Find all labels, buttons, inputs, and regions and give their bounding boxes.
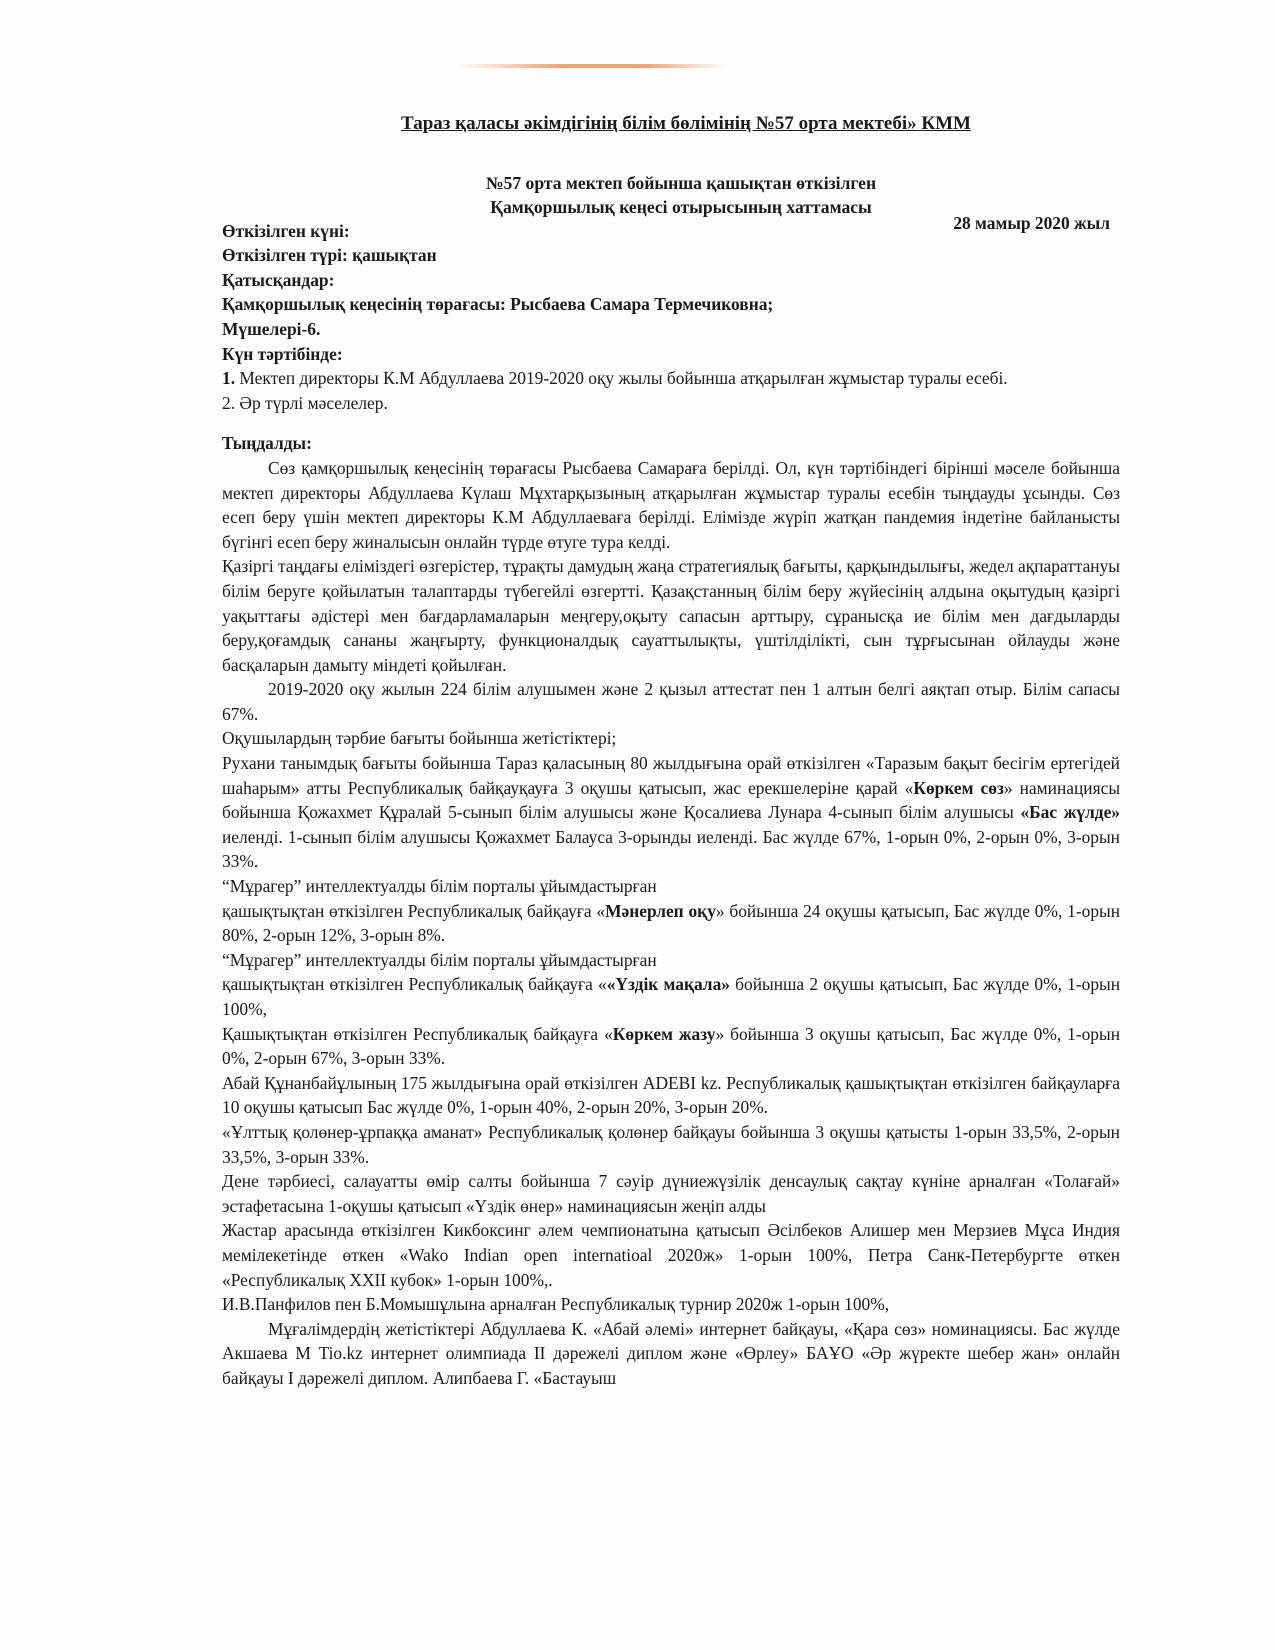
paragraph-1: Сөз қамқоршылық кеңесінің төрағасы Рысбаева Самараға берілді. Ол, күн тәртібіндегі бірінші мәселе бойынша мектеп директоры Абдуллаева Күлаш Мұхтарқызының атқарылған жұмыстар туралы есебін тыңдауды ұсынды. Сөз есеп беру үшін мектеп директоры К.М Абдуллаеваға берілді. Елімізде жүріп жатқан пандемия індетіне байланысты бүгінгі есеп беру жиналысын онлайн түрде өтуге тура келді. — [222, 457, 1120, 552]
paragraph-5 — [222, 751, 1120, 874]
chair-line: Қамқоршылық кеңесінің төрағасы: Рысбаева Самара Термечиковна; — [222, 294, 774, 315]
paragraph-9-part-a: қашықтықтан өткізілген Республикалық байқауға « — [222, 974, 607, 995]
paragraph-3: 2019-2020 оқу жылын 224 білім алушымен және 2 қызыл аттестат пен 1 алтын белгі аяқтап отыр. Білім сапасы 67%. — [222, 679, 1120, 724]
paragraph-13: Дене тәрбиесі, салауатты өмір салты бойынша 7 сәуір дүниежүзілік денсаулық сақтау күніне арналған «Толағай» эстафетасына 1-оқушы қатысып «Үздік өнер» наминациясын жеңіп алды — [222, 1171, 1120, 1216]
paragraph-6: “Мұрагер” интеллектуалды білім порталы ұйымдастырған — [222, 876, 657, 897]
paragraph-7-bold: Мәнерлеп оқу — [605, 900, 716, 921]
paragraph-10-part-a: Қашықтықтан өткізілген Республикалық байқауға « — [222, 1023, 613, 1044]
paragraph-5-part-a: Рухани танымдық бағыты бойынша Тараз қаласының 80 жылдығына орай өткізілген «Таразым бақыт бесігім ертегідей шаһарым» атты Республикалық байқауқауға 3 оқушы қатысып, жас ерекшелеріне қарай « — [222, 753, 1120, 798]
participants-label: Қатысқандар: — [222, 269, 335, 290]
paragraph-4: Оқушылардың тәрбие бағыты бойынша жетістіктері; — [222, 728, 617, 749]
paragraph-8: “Мұрагер” интеллектуалды білім порталы ұйымдастырған — [222, 949, 657, 970]
paragraph-9 — [222, 972, 1120, 1021]
paragraph-7-part-c: » бойынша 24 оқушы қатысып, Бас жүлде 0%, 1-орын 80%, 2-орын 12%, 3-орын 8%. — [222, 900, 1120, 946]
agenda-item-1-number: 1. — [222, 368, 236, 389]
held-date-label: Өткізілген күні: — [222, 220, 350, 241]
paragraph-9-bold: «Үздік мақала» — [606, 974, 730, 995]
paragraph-5-part-e: иеленді. 1-сынып білім алушысы Қожахмет Балауса 3-орынды иеленді. Бас жүлде 67%, 1-орын 0%, 2-орын 0%, 3-орын 33%. — [222, 826, 1120, 872]
paragraph-7-part-a: қашықтықтан өткізілген Республикалық байқауға « — [222, 900, 606, 921]
held-date-value: 28 мамыр 2020 жыл — [953, 212, 1110, 233]
paragraph-16: Мұғалімдердің жетістіктері Абдуллаева К. «Абай әлемі» интернет байқауы, «Қара сөз» номинациясы. Бас жүлде Акшаева М Tio.kz интернет олимпиада II дәрежелі диплом және «Өрлеу» БАҰО «Әр жүректе шебер жан» онлайн байқауы I дәрежелі диплом. Алипбаева Г. «Бастауыш — [222, 1318, 1120, 1388]
document-title-line-2: Қамқоршылық кеңесі отырысының хаттамасы — [490, 196, 872, 217]
agenda-item-1-text: Мектеп директоры К.М Абдуллаева 2019-2020 оқу жылы бойынша атқарылған жұмыстар туралы есебі. — [235, 368, 1008, 389]
paragraph-14: Жастар арасында өткізілген Кикбоксинг әлем чемпионатына қатысып Әсілбеков Алишер мен Мерзиев Мұса Индия мемілекетінде өткен «Wako Indian open internatioal 2020ж» 1-орын 100%, Петра Санк-Петербургте өткен «Республикалық XXII кубок» 1-орын 100%,. — [222, 1220, 1120, 1290]
paragraph-7 — [222, 899, 1120, 948]
paragraph-2: Қазіргі таңдағы еліміздегі өзгерістер, тұрақты дамудың жаңа стратегиялық бағыты, қарқындылығы, жедел ақпараттануы білім беруге қойылатын талаптарды түбегейлі өзгертті. Қазақстанның білім беру жүйесінің алдына оқытудың қазіргі уақыттағы әдістері мен бағдарламаларын меңгеру,оқыту сапасын арттыру, сұранысқа ие білім мен дағдыларды беру,қоғамдық сананы жаңғырту, функционалдық сауаттылықты, үштілділікті, сын тұрғысынан ойлауды және басқаларын дамыту міндеті қойылған. — [222, 556, 1120, 675]
members-line: Мүшелері-6. — [222, 318, 321, 339]
document-title-line-1: №57 орта мектеп бойынша қашықтан өткізілген — [485, 172, 877, 193]
paragraph-5-bold-d: «Бас жүлде» — [1020, 802, 1120, 823]
held-date-row — [222, 212, 1120, 244]
paragraph-12: «Ұлттық қолөнер-ұрпаққа аманат» Республикалық қолөнер байқауы бойынша 3 оқушы қатысты 1-орын 33,5%, 2-орын 33,5%, 3-орын 33%. — [222, 1121, 1120, 1167]
paragraph-10-bold: Көркем жазу — [612, 1023, 716, 1044]
agenda-item-2: 2. Әр түрлі мәселелер. — [222, 392, 388, 413]
organization-title: Тараз қаласы әкімдігінің білім бөлімінің №57 орта мектебі» КММ — [401, 113, 971, 134]
paragraph-5-bold-a: Көркем сөз — [913, 777, 1004, 798]
binder-mark — [455, 64, 725, 68]
paragraph-15: И.В.Панфилов пен Б.Момышұлына арналған Республикалық турнир 2020ж 1-орын 100%, — [222, 1294, 890, 1315]
held-type: Өткізілген түрі: қашықтан — [222, 245, 437, 266]
paragraph-11: Абай Құнанбайұлының 175 жылдығына орай өткізілген ADEBI kz. Республикалық қашықтықтан өткізілген байқауларға 10 оқушы қатысып Бас жүлде 0%, 1-орын 40%, 2-орын 20%, 3-орын 20%. — [222, 1072, 1120, 1118]
document-body — [222, 112, 1120, 1391]
agenda-label: Күн тәртібінде: — [222, 343, 343, 364]
paragraph-5-part-c: » наминациясы бойынша Қожахмет Құралай 5-сынып білім алушысы және Қосалиева Лунара 4-сынып білім алушысы — [222, 777, 1120, 823]
paragraph-10 — [222, 1022, 1120, 1071]
paragraph-10-part-c: » бойынша 3 оқушы қатысып, Бас жүлде 0%, 1-орын 0%, 2-орын 67%, 3-орын 33%. — [222, 1023, 1120, 1069]
heard-heading: Тыңдалды: — [222, 433, 312, 454]
agenda-item-1 — [222, 366, 1120, 391]
paragraph-9-part-c: бойынша 2 оқушы қатысып, Бас жүлде 0%, 1-орын 100%, — [222, 974, 1121, 1019]
